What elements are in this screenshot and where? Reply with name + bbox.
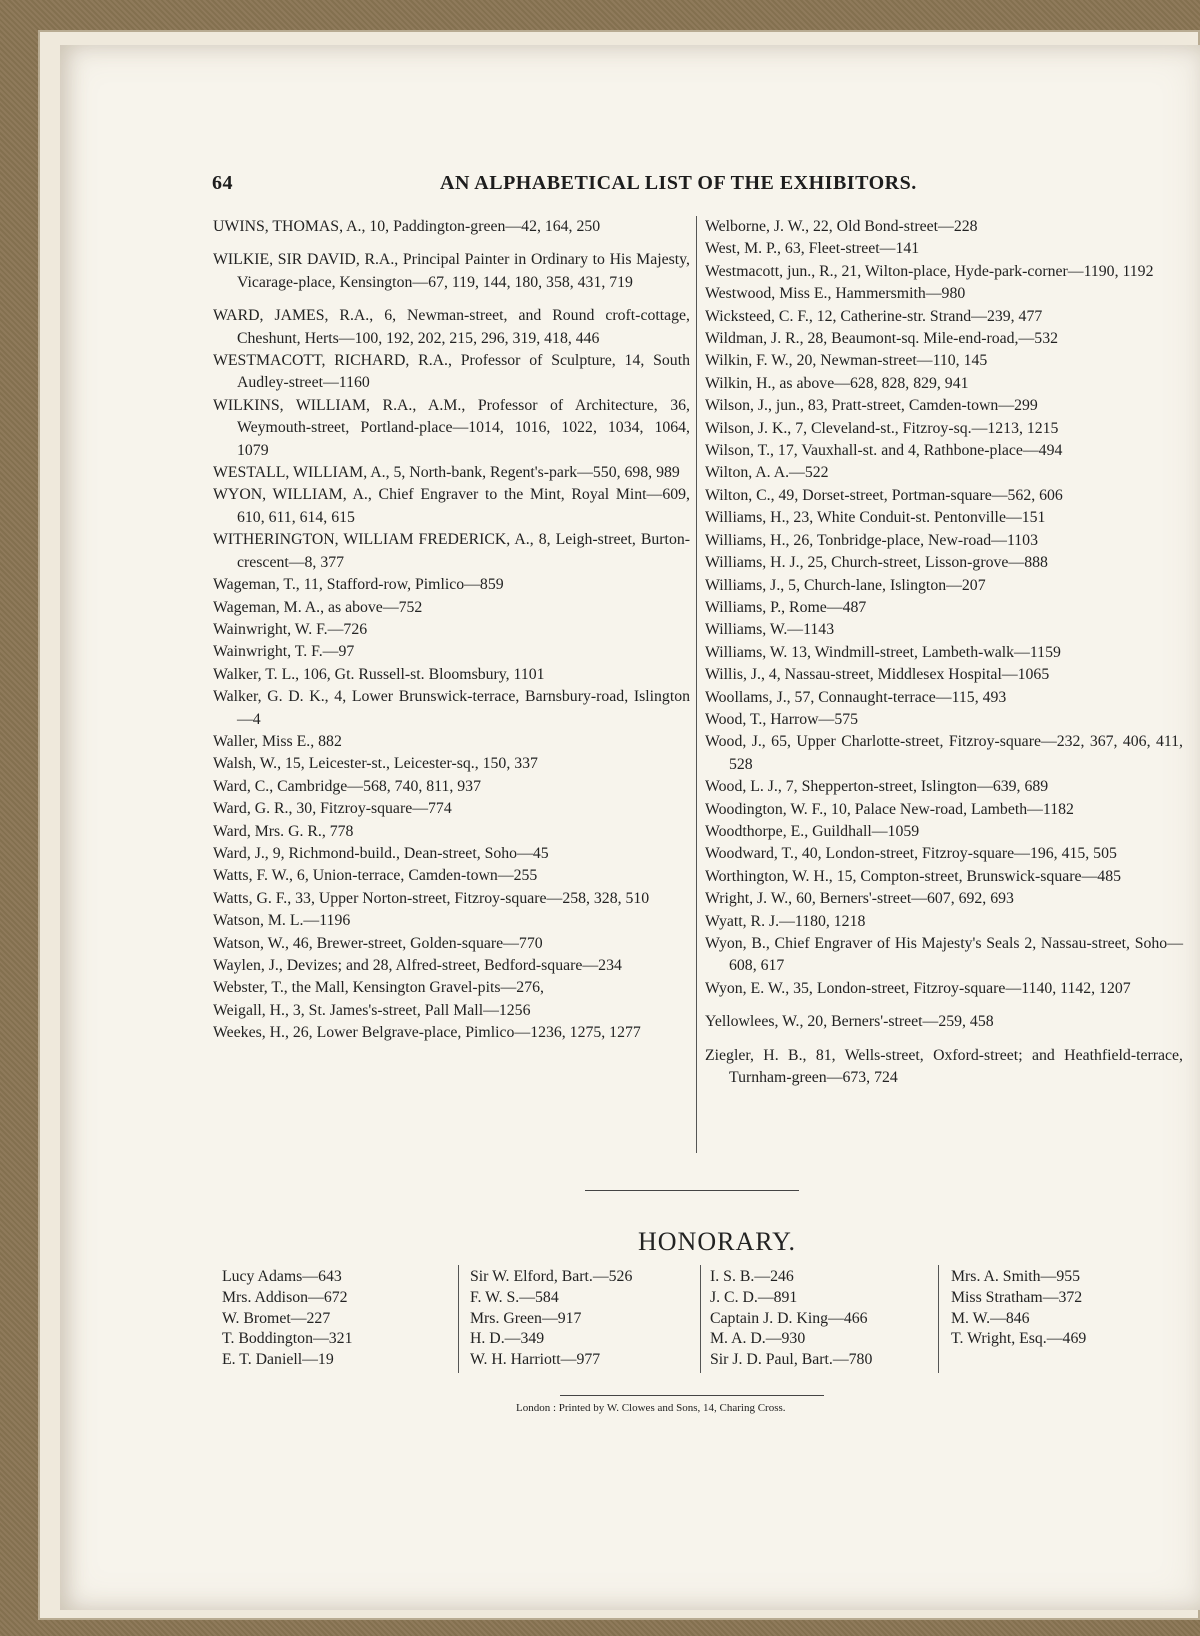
entry: Welborne, J. W., 22, Old Bond-street—228 xyxy=(705,218,978,235)
entry: Ward, Mrs. G. R., 778 xyxy=(213,822,354,840)
entry: Yellowlees, W., 20, Berners'-street—259, 458 xyxy=(705,1013,994,1031)
entry: Wilson, J. K., 7, Cleveland-st., Fitzroy-sq.—1213, 1215 xyxy=(705,419,1059,437)
entry: Walker, T. L., 106, Gt. Russell-st. Bloomsbury, 1101 xyxy=(213,665,545,683)
entry: WESTMACOTT, RICHARD, R.A., Professor of Sculpture, 14, South Audley-street—1160 xyxy=(213,352,690,392)
honorary-entry: Captain J. D. King—466 xyxy=(710,1309,868,1327)
entry: Ward, C., Cambridge—568, 740, 811, 937 xyxy=(213,777,481,795)
entry: Westwood, Miss E., Hammersmith—980 xyxy=(705,285,966,303)
honorary-column-1 xyxy=(222,1267,352,1371)
entry: West, M. P., 63, Fleet-street—141 xyxy=(705,240,920,258)
entry: Webster, T., the Mall, Kensington Gravel-pits—276, xyxy=(213,979,544,997)
entry: UWINS, THOMAS, A., 10, Paddington-green—42, 164, 250 xyxy=(213,218,601,235)
right-column xyxy=(705,216,1183,1089)
entry: Wicksteed, C. F., 12, Catherine-str. Strand—239, 477 xyxy=(705,307,1043,325)
entry: Watts, F. W., 6, Union-terrace, Camden-town—255 xyxy=(213,867,538,885)
entry: Ward, G. R., 30, Fitzroy-square—774 xyxy=(213,800,452,818)
entry: Wilson, J., jun., 83, Pratt-street, Camden-town—299 xyxy=(705,397,1038,415)
entry: Williams, W. 13, Windmill-street, Lambeth-walk—1159 xyxy=(705,643,1061,661)
honorary-entry: Lucy Adams—643 xyxy=(222,1268,342,1285)
entry: Wageman, T., 11, Stafford-row, Pimlico—859 xyxy=(213,576,504,594)
entry: WILKINS, WILLIAM, R.A., A.M., Professor of Architecture, 36, Weymouth-street, Portland-place—1014, 1016, 1022, 1034, 1064, 1079 xyxy=(213,396,690,459)
entry: Watson, W., 46, Brewer-street, Golden-square—770 xyxy=(213,934,543,952)
entry: Wood, L. J., 7, Shepperton-street, Islington—639, 689 xyxy=(705,778,1049,796)
column-divider xyxy=(696,216,697,1153)
entry: Willis, J., 4, Nassau-street, Middlesex Hospital—1065 xyxy=(705,666,1050,684)
entry: Weekes, H., 26, Lower Belgrave-place, Pimlico—1236, 1275, 1277 xyxy=(213,1024,641,1042)
honorary-column-4 xyxy=(951,1267,1086,1350)
honorary-entry: Mrs. A. Smith—955 xyxy=(951,1268,1081,1285)
entry: Ziegler, H. B., 81, Wells-street, Oxford-street; and Heathfield-terrace, Turnham-green—673, 724 xyxy=(705,1046,1183,1087)
honorary-divider xyxy=(458,1265,459,1373)
honorary-entry: W. H. Harriott—977 xyxy=(470,1351,601,1369)
entry: Wainwright, T. F.—97 xyxy=(213,643,355,661)
entry: Waller, Miss E., 882 xyxy=(213,732,342,750)
page-number: 64 xyxy=(212,172,233,194)
page-header xyxy=(212,172,980,202)
entry: Wright, J. W., 60, Berners'-street—607, 692, 693 xyxy=(705,890,1014,908)
entry: Walsh, W., 15, Leicester-st., Leicester-sq., 150, 337 xyxy=(213,755,538,773)
honorary-entry: E. T. Daniell—19 xyxy=(222,1351,334,1369)
page-title: AN ALPHABETICAL LIST OF THE EXHIBITORS. xyxy=(440,172,917,194)
honorary-entry: Mrs. Addison—672 xyxy=(222,1288,348,1306)
entry: Watts, G. F., 33, Upper Norton-street, Fitzroy-square—258, 328, 510 xyxy=(213,889,650,907)
entry: Williams, H., 26, Tonbridge-place, New-road—1103 xyxy=(705,531,1038,549)
honorary-divider xyxy=(700,1265,701,1373)
footer-rule xyxy=(560,1395,824,1396)
entry: Wageman, M. A., as above—752 xyxy=(213,598,423,616)
entry: Ward, J., 9, Richmond-build., Dean-street, Soho—45 xyxy=(213,844,549,862)
entry: WESTALL, WILLIAM, A., 5, North-bank, Regent's-park—550, 698, 989 xyxy=(213,464,680,482)
entry: WITHERINGTON, WILLIAM FREDERICK, A., 8, Leigh-street, Burton-crescent—8, 377 xyxy=(213,531,690,571)
entry: Wainwright, W. F.—726 xyxy=(213,620,368,638)
honorary-entry: F. W. S.—584 xyxy=(470,1288,559,1306)
entry: Williams, J., 5, Church-lane, Islington—207 xyxy=(705,576,986,594)
printer-imprint: London : Printed by W. Clowes and Sons, 14, Charing Cross. xyxy=(516,1402,786,1414)
honorary-entry: Sir W. Elford, Bart.—526 xyxy=(470,1268,633,1285)
honorary-entry: I. S. B.—246 xyxy=(710,1268,794,1285)
entry: Williams, H., 23, White Conduit-st. Pentonville—151 xyxy=(705,509,1046,527)
entry: Williams, W.—1143 xyxy=(705,621,835,639)
honorary-entry: T. Boddington—321 xyxy=(222,1330,353,1348)
entry: Wood, T., Harrow—575 xyxy=(705,710,859,728)
left-column xyxy=(213,216,690,1045)
honorary-entry: T. Wright, Esq.—469 xyxy=(951,1330,1087,1348)
entry: Wildman, J. R., 28, Beaumont-sq. Mile-end-road,—532 xyxy=(705,330,1058,348)
entry: Wyon, B., Chief Engraver of His Majesty's Seals 2, Nassau-street, Soho—608, 617 xyxy=(705,935,1183,975)
honorary-column-2 xyxy=(470,1267,632,1371)
honorary-entry: H. D.—349 xyxy=(470,1330,545,1348)
entry: Westmacott, jun., R., 21, Wilton-place, Hyde-park-corner—1190, 1192 xyxy=(705,262,1154,280)
entry: Wyon, E. W., 35, London-street, Fitzroy-square—1140, 1142, 1207 xyxy=(705,979,1131,997)
entry: WYON, WILLIAM, A., Chief Engraver to the Mint, Royal Mint—609, 610, 611, 614, 615 xyxy=(213,486,690,526)
honorary-divider xyxy=(938,1265,939,1373)
entry: WARD, JAMES, R.A., 6, Newman-street, and Round croft-cottage, Cheshunt, Herts—100, 192, 202, 215, 296, 319, 418, 446 xyxy=(213,307,690,347)
entry: Wilton, A. A.—522 xyxy=(705,464,829,482)
honorary-entry: Sir J. D. Paul, Bart.—780 xyxy=(710,1351,873,1369)
entry: Woollams, J., 57, Connaught-terrace—115, 493 xyxy=(705,688,1007,706)
entry: Williams, P., Rome—487 xyxy=(705,598,867,616)
honorary-entry: M. A. D.—930 xyxy=(710,1330,806,1348)
entry: Worthington, W. H., 15, Compton-street, Brunswick-square—485 xyxy=(705,867,1121,885)
entry: Watson, M. L.—1196 xyxy=(213,912,351,930)
honorary-entry: W. Bromet—227 xyxy=(222,1309,331,1327)
entry: Wilton, C., 49, Dorset-street, Portman-square—562, 606 xyxy=(705,486,1063,504)
entry: Woodthorpe, E., Guildhall—1059 xyxy=(705,822,920,840)
entry: Wyatt, R. J.—1180, 1218 xyxy=(705,912,866,930)
entry: Waylen, J., Devizes; and 28, Alfred-street, Bedford-square—234 xyxy=(213,957,622,974)
entry: Wilson, T., 17, Vauxhall-st. and 4, Rathbone-place—494 xyxy=(705,442,1063,460)
entry: Williams, H. J., 25, Church-street, Lisson-grove—888 xyxy=(705,554,1048,572)
entry: Weigall, H., 3, St. James's-street, Pall Mall—1256 xyxy=(213,1001,531,1019)
entry: Wilkin, F. W., 20, Newman-street—110, 145 xyxy=(705,352,988,370)
honorary-entry: Miss Stratham—372 xyxy=(951,1288,1083,1306)
entry: Wood, J., 65, Upper Charlotte-street, Fitzroy-square—232, 367, 406, 411, 528 xyxy=(705,733,1183,773)
entry: Wilkin, H., as above—628, 828, 829, 941 xyxy=(705,374,969,392)
honorary-entry: J. C. D.—891 xyxy=(710,1288,798,1306)
entry: Woodington, W. F., 10, Palace New-road, Lambeth—1182 xyxy=(705,800,1074,818)
honorary-entry: M. W.—846 xyxy=(951,1309,1030,1327)
section-rule xyxy=(585,1190,799,1191)
honorary-column-3 xyxy=(710,1267,872,1371)
entry: Walker, G. D. K., 4, Lower Brunswick-terrace, Barnsbury-road, Islington—4 xyxy=(213,688,690,728)
honorary-heading: HONORARY. xyxy=(638,1227,797,1256)
entry: WILKIE, SIR DAVID, R.A., Principal Painter in Ordinary to His Majesty, Vicarage-place, Kensington—67, 119, 144, 180, 358, 431, 719 xyxy=(213,251,690,291)
entry: Woodward, T., 40, London-street, Fitzroy-square—196, 415, 505 xyxy=(705,845,1117,863)
honorary-entry: Mrs. Green—917 xyxy=(470,1309,582,1327)
